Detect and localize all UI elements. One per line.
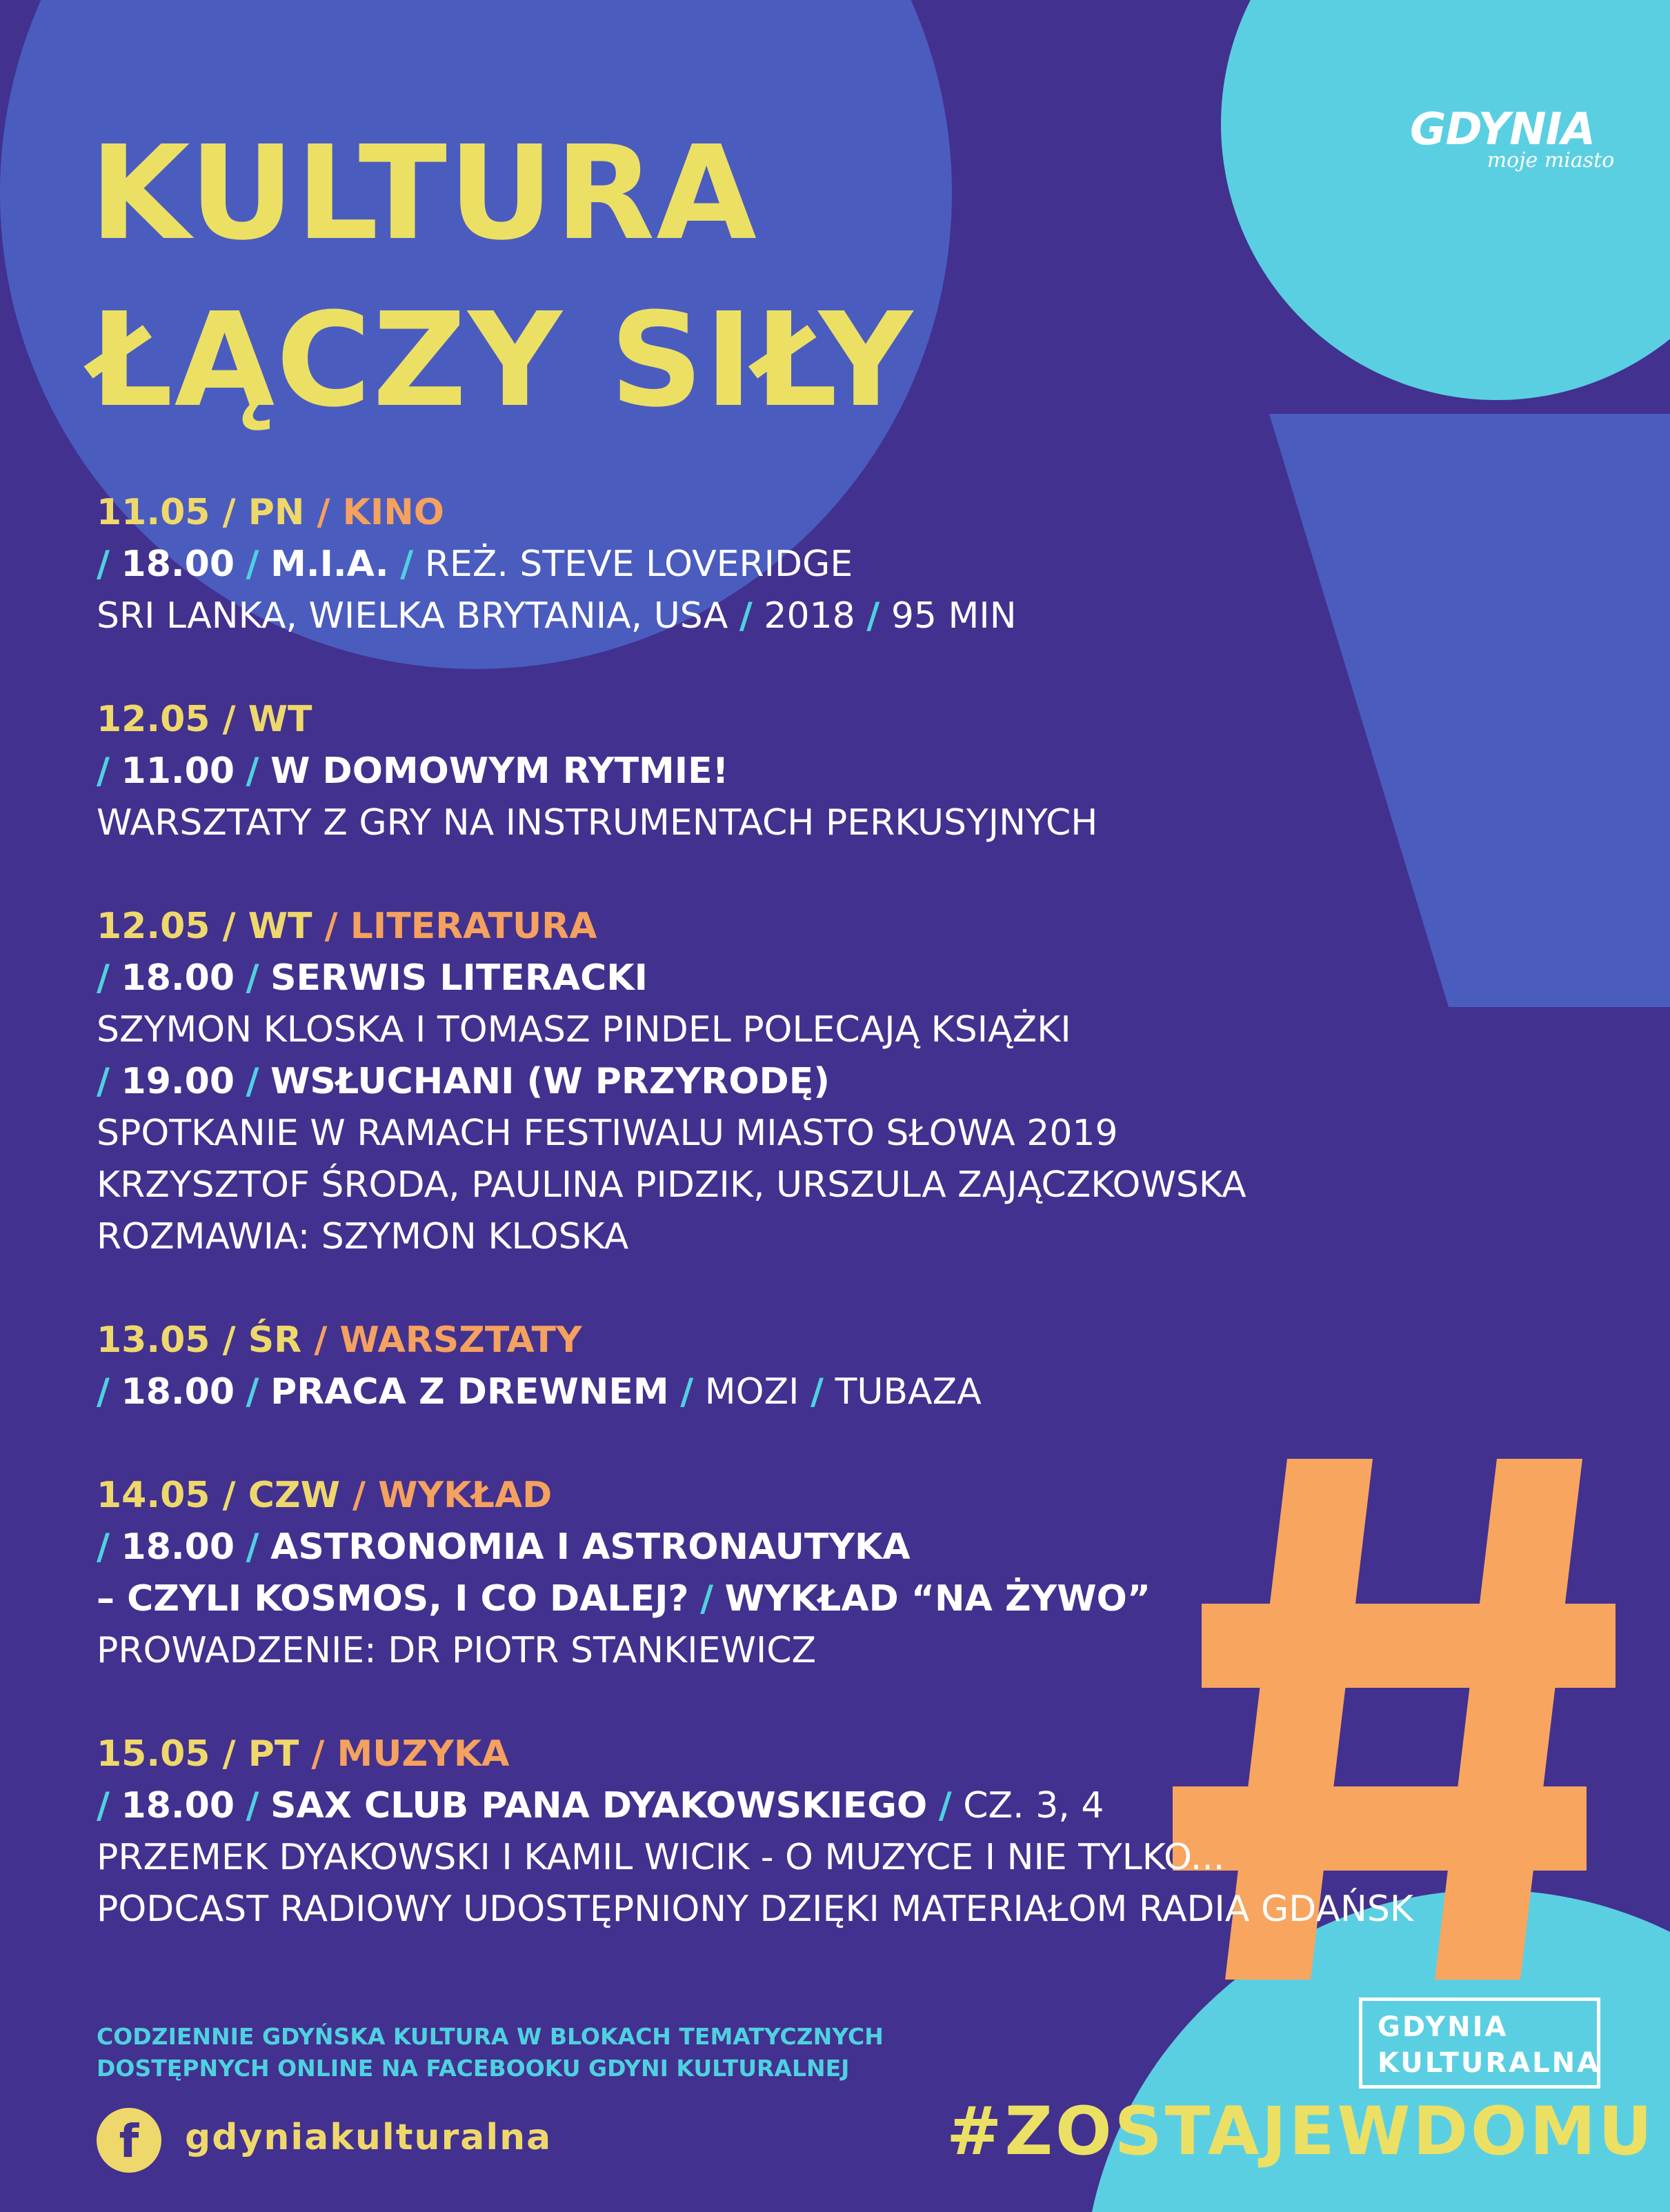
event-day: WT (248, 906, 312, 947)
event-extra: TUBAZA (835, 1371, 982, 1413)
event-day: PT (248, 1733, 299, 1775)
event-time: 18.00 (121, 1526, 235, 1568)
event-name: PRACA Z DREWNEM (270, 1371, 669, 1413)
slash-icon: / (97, 1061, 110, 1102)
slash-icon: / (739, 595, 753, 637)
event-date: 15.05 (97, 1733, 210, 1775)
event-title-row-continued (97, 1573, 1545, 1625)
slash-icon: / (866, 595, 880, 637)
separator: / (222, 1319, 236, 1361)
event-time: 18.00 (121, 544, 235, 585)
event-desc: PRZEMEK DYAKOWSKI I KAMIL WICIK - O MUZYCE I NIE TYLKO... (97, 1837, 1225, 1878)
event-country: SRI LANKA, WIELKA BRYTANIA, USA (97, 595, 728, 637)
event-details-row (97, 590, 1545, 642)
separator: / (222, 1475, 236, 1516)
event-desc: KRZYSZTOF ŚRODA, PAULINA PIDZIK, URSZULA ZAJĄCZKOWSKA (97, 1164, 1246, 1206)
event-header (97, 694, 1545, 746)
event-kino (97, 487, 1545, 642)
event-date: 11.05 (97, 492, 210, 533)
slash-icon: / (97, 1371, 110, 1413)
event-format: WYKŁAD “NA ŻYWO” (724, 1578, 1151, 1620)
event-category: LITERATURA (350, 906, 597, 947)
event-time: 11.00 (121, 750, 235, 792)
event-name: W DOMOWYM RYTMIE! (270, 750, 729, 792)
event-date: 14.05 (97, 1475, 210, 1516)
slash-icon: / (246, 1526, 259, 1568)
separator: / (311, 1733, 325, 1775)
slash-icon: / (246, 1371, 259, 1413)
slash-icon: / (938, 1785, 952, 1826)
title-line-1: KULTURA (90, 118, 758, 269)
event-wyklad (97, 1470, 1545, 1677)
event-desc: PROWADZENIE: DR PIOTR STANKIEWICZ (97, 1630, 817, 1671)
event-muzyka (97, 1728, 1545, 1935)
event-category: WYKŁAD (378, 1475, 553, 1516)
event-header (97, 1728, 1545, 1780)
event-title-row (97, 1522, 1545, 1573)
slash-icon: / (97, 544, 110, 585)
event-day: ŚR (248, 1319, 302, 1361)
event-day: PN (248, 492, 305, 533)
separator: / (222, 1733, 236, 1775)
event-director: REŻ. STEVE LOVERIDGE (424, 544, 853, 585)
event-duration: 95 MIN (891, 595, 1017, 637)
event-date: 12.05 (97, 906, 210, 947)
slash-icon: / (97, 1526, 110, 1568)
separator: / (222, 492, 236, 533)
hashtag-text: #ZOSTAJEWDOMU (946, 2093, 1656, 2170)
slash-icon: / (246, 1785, 259, 1826)
event-time: 18.00 (121, 1785, 235, 1826)
event-date: 12.05 (97, 699, 210, 740)
separator: / (314, 1319, 328, 1361)
event-title-row (97, 953, 1545, 1004)
event-name: ASTRONOMIA I ASTRONAUTYKA (270, 1526, 911, 1568)
separator: / (317, 492, 330, 533)
event-year: 2018 (764, 595, 855, 637)
event-title-row (97, 1056, 1545, 1108)
event-name: SERWIS LITERACKI (270, 957, 648, 999)
event-time: 18.00 (121, 1371, 235, 1413)
event-literatura (97, 901, 1545, 1263)
footer-info-line-2: DOSTĘPNYCH ONLINE NA FACEBOOKU GDYNI KULTURALNEJ (97, 2055, 850, 2082)
page-title (90, 110, 914, 444)
gdynia-kulturalna-logo (1359, 1997, 1600, 2089)
slash-icon: / (97, 750, 110, 792)
event-header (97, 1315, 1545, 1366)
slash-icon: / (400, 544, 414, 585)
event-header (97, 901, 1545, 953)
event-category: KINO (342, 492, 444, 533)
title-line-2: ŁĄCZY SIŁY (90, 285, 914, 436)
event-desc: PODCAST RADIOWY UDOSTĘPNIONY DZIĘKI MATERIAŁOM RADIA GDAŃSK (97, 1889, 1413, 1930)
event-desc: SZYMON KLOSKA I TOMASZ PINDEL POLECAJĄ KSIĄŻKI (97, 1009, 1071, 1050)
logo-tagline: moje miasto (1487, 148, 1615, 172)
badge-line-2: KULTURALNA (1378, 2047, 1601, 2079)
event-header (97, 487, 1545, 539)
separator: / (352, 1475, 366, 1516)
footer-info-line-1: CODZIENNIE GDYŃSKA KULTURA W BLOKACH TEMATYCZNYCH (97, 2023, 884, 2050)
slash-icon: / (700, 1578, 714, 1620)
separator: / (222, 699, 236, 740)
event-name: M.I.A. (270, 544, 389, 585)
event-title-row (97, 1366, 1545, 1418)
slash-icon: / (680, 1371, 694, 1413)
event-title-row (97, 746, 1545, 797)
slash-icon: / (246, 1061, 259, 1102)
event-time: 19.00 (121, 1061, 235, 1102)
event-warsztaty-drewno (97, 1315, 1545, 1418)
event-day: WT (248, 699, 312, 740)
event-desc: ROZMAWIA: SZYMON KLOSKA (97, 1216, 629, 1257)
separator: / (222, 906, 236, 947)
slash-icon: / (97, 1785, 110, 1826)
schedule (97, 487, 1545, 1987)
facebook-handle-link[interactable]: gdyniakulturalna (185, 2117, 553, 2158)
event-category: WARSZTATY (339, 1319, 582, 1361)
event-extra: CZ. 3, 4 (963, 1785, 1104, 1826)
gdynia-logo (1385, 105, 1620, 172)
event-name: SAX CLUB PANA DYAKOWSKIEGO (270, 1785, 928, 1826)
footer-info (97, 2021, 884, 2084)
event-name: WSŁUCHANI (W PRZYRODĘ) (270, 1061, 830, 1102)
event-header (97, 1470, 1545, 1522)
event-title-row (97, 1780, 1545, 1832)
event-category: MUZYKA (337, 1733, 510, 1775)
badge-line-1: GDYNIA (1378, 2011, 1509, 2043)
event-extra: MOZI (704, 1371, 799, 1413)
slash-icon: / (97, 957, 110, 999)
event-desc: SPOTKANIE W RAMACH FESTIWALU MIASTO SŁOWA 2019 (97, 1113, 1118, 1154)
logo-word: GDYNIA (1410, 104, 1595, 155)
slash-icon: / (246, 750, 259, 792)
event-title-row (97, 539, 1545, 590)
slash-icon: / (246, 957, 259, 999)
event-day: CZW (248, 1475, 340, 1516)
slash-icon: / (811, 1371, 824, 1413)
separator: / (324, 906, 338, 947)
event-name-continued: – CZYLI KOSMOS, I CO DALEJ? (97, 1578, 689, 1620)
facebook-icon[interactable]: f (97, 2108, 161, 2173)
event-warsztaty-rytm (97, 694, 1545, 849)
event-desc: WARSZTATY Z GRY NA INSTRUMENTACH PERKUSYJNYCH (97, 802, 1098, 844)
event-time: 18.00 (121, 957, 235, 999)
event-date: 13.05 (97, 1319, 210, 1361)
slash-icon: / (246, 544, 259, 585)
